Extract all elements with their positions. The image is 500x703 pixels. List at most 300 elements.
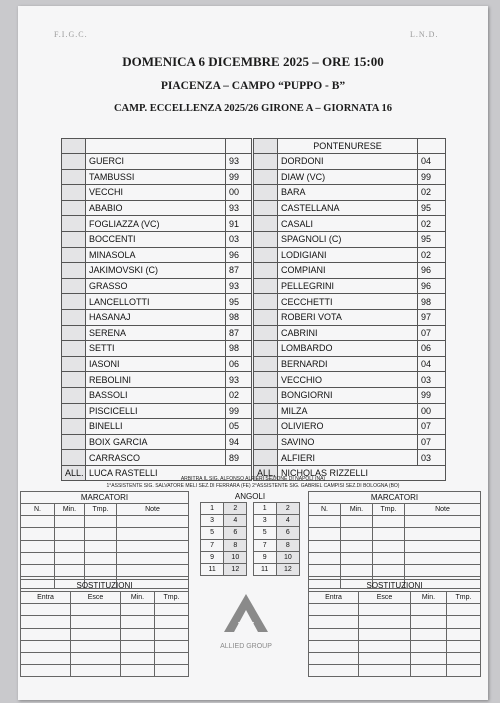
corner-cell: 9 [201,551,224,563]
entry-cell[interactable] [21,540,55,552]
player-name: SETTI [86,341,226,357]
entry-row [309,652,481,664]
player-row [254,154,446,170]
entry-cell[interactable] [309,516,341,528]
entry-row [309,665,481,677]
col-in: Entra [21,592,71,604]
corner-cell: 6 [276,527,299,539]
player-number: 97 [418,309,446,325]
player-row [254,185,446,201]
entry-row [309,540,481,552]
player-row [254,372,446,388]
player-row [254,434,446,450]
player-slot [254,356,278,372]
entry-cell[interactable] [411,604,447,616]
entry-cell[interactable] [447,665,481,677]
entry-cell[interactable] [341,540,373,552]
entry-cell[interactable] [85,564,117,576]
entry-row [21,552,189,564]
entry-cell[interactable] [447,616,481,628]
player-number: 03 [226,231,252,247]
entry-row [21,540,189,552]
player-name: MINASOLA [86,247,226,263]
entry-cell[interactable] [373,552,405,564]
entry-cell[interactable] [117,552,189,564]
player-row [254,216,446,232]
player-number: 02 [418,185,446,201]
entry-cell[interactable] [155,616,189,628]
player-slot [254,419,278,435]
player-row [62,263,252,279]
team-name: PONTENURESE [278,139,418,154]
corner-row [201,527,300,539]
col-half: Tmp. [155,592,189,604]
assistants-line: 1°ASSISTENTE SIG. SALVATORE MELI SEZ.DI FERRARA (FE) 2°ASSISTENTE SIG. GABRIEL CAMPISI SEZ.DI BOLOGNA (BO) [106,483,400,489]
entry-row [21,652,189,664]
entry-cell[interactable] [121,628,155,640]
player-row [62,356,252,372]
player-name: BOCCENTI [86,231,226,247]
entry-cell[interactable] [341,564,373,576]
player-slot [62,278,86,294]
entry-cell[interactable] [309,640,359,652]
entry-cell[interactable] [309,652,359,664]
corner-row [201,503,300,515]
player-row [62,247,252,263]
entry-cell[interactable] [21,665,71,677]
player-row [62,325,252,341]
entry-cell[interactable] [21,528,55,540]
player-slot [62,216,86,232]
entry-row [309,552,481,564]
player-row [254,294,446,310]
entry-cell[interactable] [359,665,411,677]
player-number: 99 [418,387,446,403]
entry-cell[interactable] [85,516,117,528]
entry-cell[interactable] [21,616,71,628]
roster-header-number [226,139,252,154]
entry-cell[interactable] [405,528,481,540]
entry-cell[interactable] [21,640,71,652]
entry-cell[interactable] [447,604,481,616]
player-number: 93 [226,372,252,388]
player-number: 96 [418,278,446,294]
player-slot [62,154,86,170]
player-number: 02 [226,387,252,403]
corner-cell: 11 [253,563,276,575]
player-row [254,200,446,216]
entry-cell[interactable] [341,552,373,564]
entry-row [309,528,481,540]
player-number: 02 [418,216,446,232]
home-roster [61,138,252,481]
entry-cell[interactable] [55,516,85,528]
entry-cell[interactable] [55,552,85,564]
col-half: Tmp. [85,504,117,516]
player-slot [254,450,278,466]
corner-cell: 5 [253,527,276,539]
player-name: HASANAJ [86,309,226,325]
player-number: 87 [226,325,252,341]
entry-cell[interactable] [155,652,189,664]
player-row [62,278,252,294]
player-number: 99 [226,403,252,419]
competition-title: CAMP. ECCELLENZA 2025/26 GIRONE A – GIORNATA 16 [113,103,393,114]
entry-cell[interactable] [373,516,405,528]
player-row [254,309,446,325]
entry-cell[interactable] [155,640,189,652]
entry-cell[interactable] [309,564,341,576]
player-slot [62,403,86,419]
corner-cell: 7 [201,539,224,551]
player-name: GRASSO [86,278,226,294]
player-name: CECCHETTI [278,294,418,310]
home-scorers-table [20,491,189,589]
corner-cell: 3 [201,515,224,527]
player-slot [62,419,86,435]
player-number: 99 [226,169,252,185]
player-slot [62,263,86,279]
player-row [254,169,446,185]
player-row [62,372,252,388]
corner-cell: 4 [224,515,247,527]
entry-cell[interactable] [309,628,359,640]
player-name: CASALI [278,216,418,232]
entry-cell[interactable] [117,528,189,540]
entry-row [21,604,189,616]
corner-cell: 8 [224,539,247,551]
scorers-title: MARCATORI [21,492,189,504]
player-row [62,231,252,247]
player-slot [62,169,86,185]
corner-cell: 2 [224,503,247,515]
coach-label: ALL. [62,465,86,481]
player-name: BARA [278,185,418,201]
player-name: BASSOLI [86,387,226,403]
player-slot [254,309,278,325]
entry-cell[interactable] [21,628,71,640]
player-number: 06 [226,356,252,372]
col-minute: Min. [341,504,373,516]
player-row [254,247,446,263]
player-number: 04 [418,356,446,372]
entry-row [309,604,481,616]
player-number: 99 [418,169,446,185]
entry-cell[interactable] [447,652,481,664]
player-number: 05 [226,419,252,435]
player-slot [62,247,86,263]
player-row [254,419,446,435]
player-number: 91 [226,216,252,232]
entry-cell[interactable] [373,540,405,552]
entry-cell[interactable] [121,616,155,628]
player-number: 95 [226,294,252,310]
entry-cell[interactable] [21,604,71,616]
entry-cell[interactable] [71,604,121,616]
player-name: SPAGNOLI (C) [278,231,418,247]
player-name: REBOLINI [86,372,226,388]
player-slot [62,231,86,247]
player-slot [254,403,278,419]
player-number: 96 [226,247,252,263]
figc-label: F.I.G.C. [54,30,88,39]
corner-cell: 10 [276,551,299,563]
player-slot [254,263,278,279]
entry-cell[interactable] [71,628,121,640]
match-sheet [18,6,488,700]
player-slot [254,294,278,310]
player-slot [254,325,278,341]
entry-cell[interactable] [85,528,117,540]
entry-cell[interactable] [117,516,189,528]
player-row [62,434,252,450]
player-name: VECCHI [86,185,226,201]
entry-row [21,628,189,640]
entry-cell[interactable] [359,640,411,652]
entry-row [21,665,189,677]
col-minute: Min. [411,592,447,604]
entry-row [21,564,189,576]
player-slot [62,200,86,216]
player-number: 98 [226,309,252,325]
entry-cell[interactable] [121,652,155,664]
entry-cell[interactable] [341,516,373,528]
corner-cell: 10 [224,551,247,563]
player-slot [62,450,86,466]
player-slot [254,200,278,216]
player-name: LOMBARDO [278,341,418,357]
player-slot [254,231,278,247]
player-number: 07 [418,434,446,450]
entry-cell[interactable] [341,528,373,540]
player-slot [254,247,278,263]
player-number: 98 [418,294,446,310]
player-name: SAVINO [278,434,418,450]
player-number: 00 [226,185,252,201]
col-out: Esce [359,592,411,604]
entry-cell[interactable] [373,528,405,540]
entry-cell[interactable] [71,652,121,664]
entry-cell[interactable] [447,628,481,640]
corner-row [201,539,300,551]
corner-cell: 4 [276,515,299,527]
entry-cell[interactable] [155,604,189,616]
player-slot [254,372,278,388]
col-minute: Min. [55,504,85,516]
entry-cell[interactable] [309,528,341,540]
player-slot [254,341,278,357]
corner-row [201,551,300,563]
coach-name: LUCA RASTELLI [86,465,252,481]
entry-row [309,516,481,528]
corner-cell: 5 [201,527,224,539]
player-name: DORDONI [278,154,418,170]
player-name: FOGLIAZZA (VC) [86,216,226,232]
away-substitutions-table [308,579,481,677]
player-name: JAKIMOVSKI (C) [86,263,226,279]
player-number: 93 [226,200,252,216]
corner-row [201,515,300,527]
corner-cell: 2 [276,503,299,515]
entry-cell[interactable] [71,616,121,628]
entry-cell[interactable] [21,564,55,576]
player-name: DIAW (VC) [278,169,418,185]
entry-cell[interactable] [155,665,189,677]
entry-cell[interactable] [309,552,341,564]
match-venue: PIACENZA – CAMPO “PUPPO - B” [160,80,346,92]
player-slot [62,434,86,450]
player-number: 07 [418,419,446,435]
player-number: 00 [418,403,446,419]
corner-cell: 9 [253,551,276,563]
player-number: 93 [226,154,252,170]
entry-cell[interactable] [71,640,121,652]
player-slot [62,294,86,310]
entry-cell[interactable] [309,616,359,628]
player-number: 87 [226,263,252,279]
player-row [254,278,446,294]
entry-cell[interactable] [309,540,341,552]
col-in: Entra [309,592,359,604]
player-name: COMPIANI [278,263,418,279]
corner-cell: 6 [224,527,247,539]
player-row [254,263,446,279]
player-number: 96 [418,263,446,279]
entry-cell[interactable] [117,564,189,576]
entry-cell[interactable] [411,665,447,677]
entry-cell[interactable] [359,604,411,616]
entry-row [309,616,481,628]
entry-cell[interactable] [359,652,411,664]
player-number: 06 [418,341,446,357]
sponsor-name: ALLIED GROUP [220,643,272,650]
corner-cell: 3 [253,515,276,527]
entry-cell[interactable] [117,540,189,552]
player-slot [254,278,278,294]
entry-row [309,628,481,640]
player-number: 03 [418,372,446,388]
entry-row [309,564,481,576]
player-row [62,450,252,466]
player-row [62,309,252,325]
entry-cell[interactable] [121,640,155,652]
player-name: IASONI [86,356,226,372]
entry-cell[interactable] [71,665,121,677]
substitutions-title: SOSTITUZIONI [21,580,189,592]
col-notes: Note [117,504,189,516]
entry-cell[interactable] [309,604,359,616]
player-slot [254,154,278,170]
entry-cell[interactable] [447,640,481,652]
player-name: ABABIO [86,200,226,216]
player-slot [254,434,278,450]
player-slot [254,216,278,232]
player-row [62,216,252,232]
entry-cell[interactable] [359,628,411,640]
player-row [62,185,252,201]
player-name: OLIVIERO [278,419,418,435]
entry-cell[interactable] [405,516,481,528]
entry-cell[interactable] [411,652,447,664]
home-substitutions-table [20,579,189,677]
entry-cell[interactable] [405,540,481,552]
player-name: TAMBUSSI [86,169,226,185]
player-slot [254,387,278,403]
coach-name: NICHOLAS RIZZELLI [278,465,446,481]
player-name: MILZA [278,403,418,419]
player-name: VECCHIO [278,372,418,388]
player-name: LODIGIANI [278,247,418,263]
entry-cell[interactable] [411,628,447,640]
scorers-title: MARCATORI [309,492,481,504]
entry-cell[interactable] [21,652,71,664]
player-number: 07 [418,325,446,341]
entry-cell[interactable] [359,616,411,628]
entry-cell[interactable] [55,528,85,540]
entry-cell[interactable] [309,665,359,677]
entry-cell[interactable] [21,516,55,528]
player-row [62,200,252,216]
corner-cell: 12 [276,563,299,575]
entry-cell[interactable] [85,540,117,552]
player-row [62,154,252,170]
col-number: N. [309,504,341,516]
player-row [254,341,446,357]
entry-cell[interactable] [85,552,117,564]
allied-group-logo [218,592,274,652]
lnd-label: L.N.D. [410,30,439,39]
corner-row [201,563,300,575]
match-date: DOMENICA 6 DICEMBRE 2025 – ORE 15:00 [122,54,384,69]
player-row [254,387,446,403]
coach-label: ALL. [254,465,278,481]
entry-cell[interactable] [121,665,155,677]
entry-cell[interactable] [373,564,405,576]
player-row [254,450,446,466]
player-row [254,231,446,247]
player-slot [62,387,86,403]
corner-cell: 8 [276,539,299,551]
player-name: SERENA [86,325,226,341]
entry-cell[interactable] [55,564,85,576]
player-name: PELLEGRINI [278,278,418,294]
entry-row [21,528,189,540]
player-slot [62,185,86,201]
corner-cell: 12 [224,563,247,575]
entry-cell[interactable] [405,552,481,564]
entry-cell[interactable] [405,564,481,576]
player-slot [62,341,86,357]
player-number: 93 [226,278,252,294]
player-name: ALFIERI [278,450,418,466]
player-name: GUERCI [86,154,226,170]
entry-cell[interactable] [21,552,55,564]
entry-cell[interactable] [55,540,85,552]
col-out: Esce [71,592,121,604]
entry-cell[interactable] [411,640,447,652]
player-slot [62,356,86,372]
entry-cell[interactable] [411,616,447,628]
roster-header-blank [254,139,278,154]
col-half: Tmp. [373,504,405,516]
substitutions-title: SOSTITUZIONI [309,580,481,592]
corner-cell: 11 [201,563,224,575]
entry-cell[interactable] [121,604,155,616]
col-number: N. [21,504,55,516]
entry-cell[interactable] [155,628,189,640]
corner-cell: 1 [201,503,224,515]
player-number: 98 [226,341,252,357]
